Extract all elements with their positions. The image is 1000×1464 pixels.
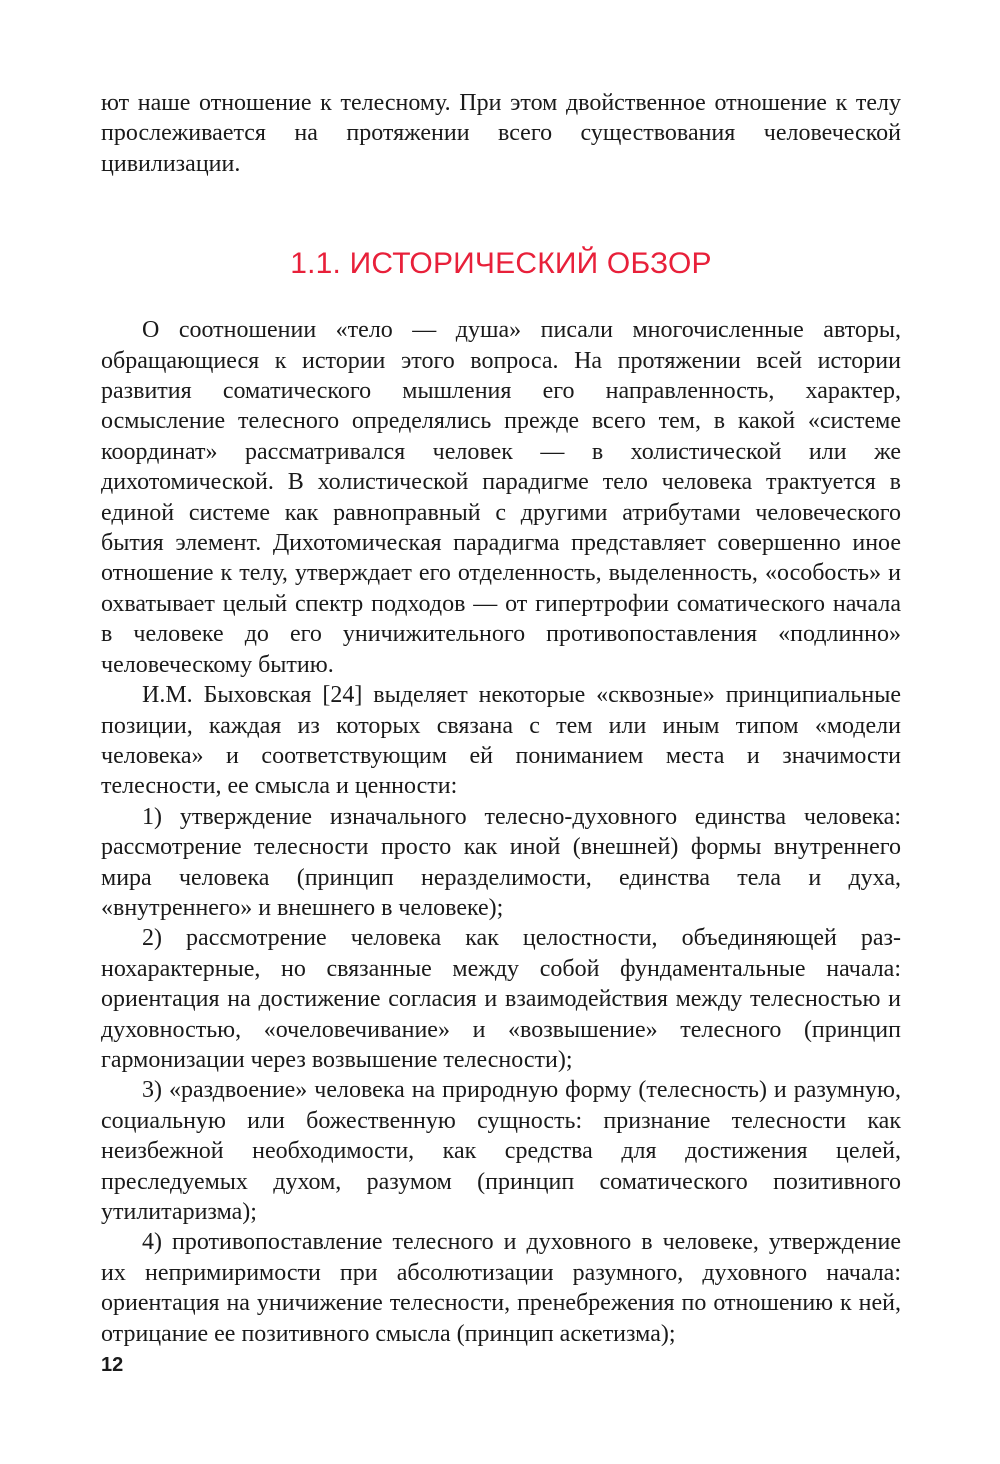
page-number: 12 (101, 1354, 124, 1376)
list-item: 1) утверждение изначального телесно-духовного единства человека: рассмотрение телесности просто как иной (внешней) формы внутреннего мира человека (принцип неразделимости, единства тела и духа, «внутреннего» и внешнего в человеке); (101, 803, 901, 921)
page-body (101, 88, 901, 1349)
body-paragraph: О соотношении «тело — душа» писали многочисленные авторы, обращающиеся к истории этого вопроса. На протяжении всей истории развития соматического мышления его направленность, характер, осмысление телесного определялись прежде всего тем, в какой «системе координат» рассматривался человек — в холистической или же дихотомической. В холистической парадигме тело человека трактуется в единой системе как равноправный с другими атрибутами человеческого бытия элемент. Дихотомическая парадигма представляет совершенно иное отношение к телу, утверждает его отделенность, выделенность, «особость» и охватывает целый спектр подходов — от гипертрофии соматического начала в человеке до его уничижительного противопоставления «подлинно» человеческому бытию. (101, 317, 901, 678)
body-paragraph: И.М. Быховская [24] выделяет некоторые «сквозные» принципиальные позиции, каждая из которых связана с тем или иным типом «модели человека» и соответствующим ей пониманием места и значимости телесности, ее смысла и ценности: (101, 682, 901, 800)
intro-paragraph: ют наше отношение к телесному. При этом двойственное отношение к телу прослеживается на протяжении всего существования человеческой цивилизации. (101, 90, 901, 177)
list-item: 2) рассмотрение человека как целостности, объединяющей разнохарактерные, но связанные между собой фундаментальные начала: ориентация на достижение согласия и взаимодействия между телесностью и духовностью, «очеловечивание» и «возвышение» телесного (принцип гармонизации через возвышение телесности); (101, 925, 901, 1073)
section-heading: 1.1. ИСТОРИЧЕСКИЙ ОБЗОР (290, 247, 712, 281)
list-item: 4) противопоставление телесного и духовного в человеке, утверждение их непримиримости при абсолютизации разумного, духовного начала: ориентация на уничижение телесности, пренебрежения по отношению к ней, отрицание ее позитивного смысла (принцип аскетизма); (101, 1229, 901, 1347)
list-item: 3) «раздвоение» человека на природную форму (телесность) и разумную, социальную или божественную сущность: признание телесности как неизбежной необходимости, как средства для достижения целей, преследуемых духом, разумом (принцип соматического позитивного утилитаризма); (101, 1077, 901, 1225)
